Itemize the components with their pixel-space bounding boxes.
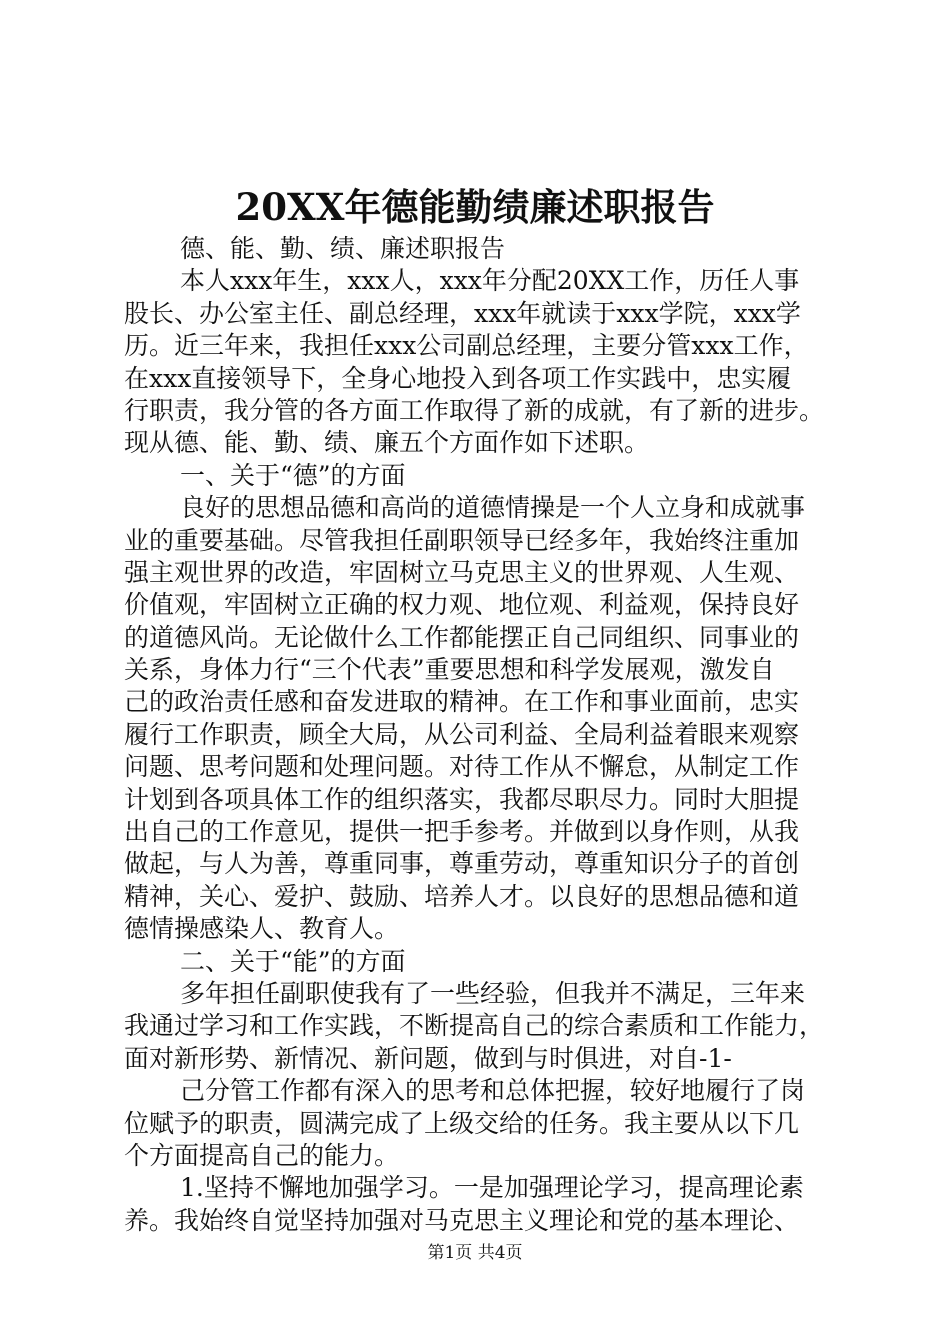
body-line: 本人xxx年生，xxx人，xxx年分配20XX工作，历任人事: [180, 266, 800, 296]
body-line: 德情操感染人、教育人。: [124, 914, 400, 944]
body-line: 关系，身体力行“三个代表”重要思想和科学发展观，激发自: [124, 655, 775, 685]
body-line: 我通过学习和工作实践，不断提高自己的综合素质和工作能力，: [124, 1011, 825, 1041]
body-line: 在xxx直接领导下，全身心地投入到各项工作实践中，忠实履: [124, 363, 792, 393]
body-line: 位赋予的职责，圆满完成了上级交给的任务。我主要从以下几: [124, 1108, 800, 1138]
body-line: 己的政治责任感和奋发进取的精神。在工作和事业面前，忠实: [124, 687, 800, 717]
body-line: 1.坚持不懈地加强学习。一是加强理论学习，提高理论素: [180, 1173, 804, 1203]
body-line: 做起，与人为善，尊重同事，尊重劳动，尊重知识分子的首创: [124, 849, 800, 879]
page-footer: 第1页 共4页: [427, 1243, 523, 1263]
body-line: 德、能、勤、绩、廉述职报告: [180, 234, 506, 263]
body-line: 面对新形势、新情况、新问题，做到与时俱进，对自-1-: [124, 1043, 732, 1073]
body-line: 一、关于“德”的方面: [180, 460, 406, 490]
body-line: 精神，关心、爱护、鼓励、培养人才。以良好的思想品德和道: [124, 881, 800, 911]
body-line: 强主观世界的改造，牢固树立马克思主义的世界观、人生观、: [124, 557, 800, 587]
body-line: 问题、思考问题和处理问题。对待工作从不懈怠，从制定工作: [124, 752, 800, 782]
body-line: 股长、办公室主任、副总经理，xxx年就读于xxx学院，xxx学: [124, 298, 801, 328]
body-line: 的道德风尚。无论做什么工作都能摆正自己同组织、同事业的: [124, 622, 800, 652]
body-line: 良好的思想品德和高尚的道德情操是一个人立身和成就事: [180, 493, 806, 523]
body-line: 现从德、能、勤、绩、廉五个方面作如下述职。: [124, 428, 650, 458]
document-body: [124, 233, 836, 1237]
body-line: 履行工作职责，顾全大局，从公司利益、全局利益着眼来观察: [124, 719, 800, 749]
body-line: 二、关于“能”的方面: [180, 946, 406, 976]
body-line: 历。近三年来，我担任xxx公司副总经理，主要分管xxx工作，: [124, 331, 809, 361]
body-line: 出自己的工作意见，提供一把手参考。并做到以身作则，从我: [124, 817, 800, 847]
body-line: 己分管工作都有深入的思考和总体把握，较好地履行了岗: [180, 1076, 806, 1106]
document-title: 20XX年德能勤绩廉述职报告: [235, 185, 715, 229]
body-line: 个方面提高自己的能力。: [124, 1140, 400, 1170]
body-line: 价值观，牢固树立正确的权力观、地位观、利益观，保持良好: [124, 590, 800, 620]
body-line: 业的重要基础。尽管我担任副职领导已经多年，我始终注重加: [124, 525, 800, 555]
body-line: 养。我始终自觉坚持加强对马克思主义理论和党的基本理论、: [124, 1205, 800, 1235]
body-line: 多年担任副职使我有了一些经验，但我并不满足，三年来: [180, 978, 806, 1008]
body-line: 行职责，我分管的各方面工作取得了新的成就，有了新的进步。: [124, 395, 825, 425]
body-line: 计划到各项具体工作的组织落实，我都尽职尽力。同时大胆提: [124, 784, 800, 814]
